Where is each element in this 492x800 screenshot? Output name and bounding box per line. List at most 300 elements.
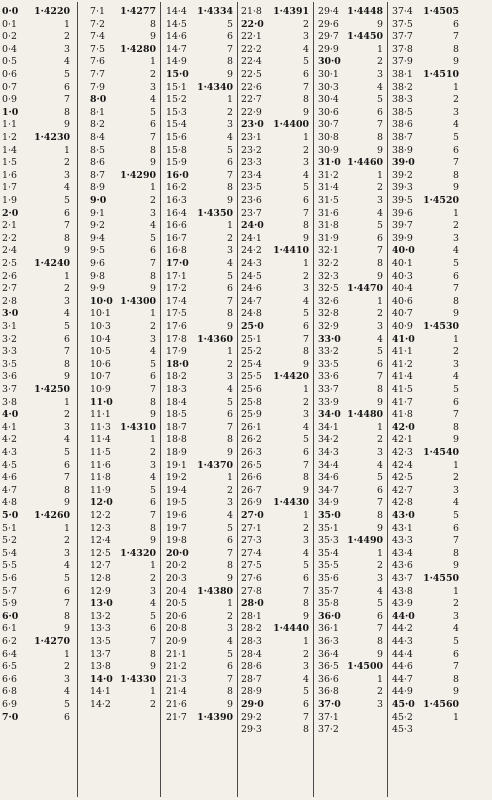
- value-cell: 7: [150, 510, 156, 521]
- value-cell: 6: [453, 18, 459, 30]
- key-cell: 18·7: [166, 421, 187, 433]
- value-cell: 6: [303, 699, 309, 710]
- key-cell: 12·3: [90, 522, 111, 534]
- value-cell: 9: [227, 447, 233, 458]
- value-cell: 1: [453, 333, 459, 345]
- key-cell: 38·1: [392, 69, 413, 80]
- key-cell: 33·0: [318, 333, 341, 345]
- value-cell: 2: [150, 573, 156, 584]
- key-cell: 30·8: [318, 132, 339, 143]
- key-cell: 5·1: [2, 522, 17, 534]
- key-cell: 21·4: [166, 686, 187, 698]
- key-cell: 17·4: [166, 295, 187, 307]
- key-cell: 27·6: [241, 573, 262, 584]
- key-cell: 8·6: [90, 157, 105, 169]
- value-cell: 5: [303, 182, 309, 194]
- value-cell: 3: [377, 573, 383, 584]
- value-cell: 1·4550: [423, 573, 459, 584]
- value-cell: 1: [377, 421, 383, 433]
- value-cell: 6: [303, 195, 309, 206]
- key-cell: 7·0: [2, 711, 19, 723]
- key-cell: 25·9: [241, 409, 262, 421]
- key-cell: 5·9: [2, 598, 17, 610]
- key-cell: 44·2: [392, 623, 413, 635]
- key-cell: 24·5: [241, 270, 262, 282]
- value-cell: 3: [303, 535, 309, 547]
- key-cell: 4·6: [2, 472, 17, 484]
- value-cell: 5: [64, 699, 70, 710]
- value-cell: 4: [453, 497, 459, 509]
- key-cell: 10·7: [90, 371, 111, 383]
- value-cell: 3: [227, 245, 233, 257]
- key-cell: 7·9: [90, 81, 105, 93]
- key-cell: 35·3: [318, 535, 339, 547]
- value-cell: 9: [303, 484, 309, 496]
- key-cell: 14·9: [166, 56, 187, 68]
- value-cell: 9: [150, 31, 156, 43]
- key-cell: 11·9: [90, 484, 111, 496]
- value-cell: 9: [227, 321, 233, 332]
- key-cell: 20·2: [166, 560, 187, 572]
- key-cell: 17·5: [166, 308, 187, 320]
- value-cell: 1·4390: [197, 711, 233, 723]
- key-cell: 2·7: [2, 283, 17, 295]
- value-cell: 4: [64, 308, 70, 320]
- key-cell: 11·5: [90, 447, 111, 458]
- key-cell: 10·3: [90, 321, 111, 332]
- value-cell: 2: [303, 396, 309, 408]
- key-cell: 25·2: [241, 346, 262, 358]
- key-cell: 24·1: [241, 232, 262, 244]
- key-cell: 38·3: [392, 94, 413, 106]
- value-cell: 6: [453, 396, 459, 408]
- key-cell: 19·8: [166, 535, 187, 547]
- key-cell: 22·5: [241, 69, 262, 80]
- key-cell: 44·3: [392, 636, 413, 647]
- value-cell: 6: [64, 711, 70, 723]
- key-cell: 8·1: [90, 106, 105, 118]
- value-cell: 2: [453, 220, 459, 232]
- key-cell: 33·9: [318, 396, 339, 408]
- value-cell: 1: [64, 522, 70, 534]
- value-cell: 9: [303, 232, 309, 244]
- value-cell: 7: [303, 459, 309, 471]
- key-cell: 7·7: [90, 69, 105, 80]
- key-cell: 3·1: [2, 321, 17, 332]
- key-cell: 12·7: [90, 560, 111, 572]
- value-cell: 7: [453, 535, 459, 547]
- value-cell: 1·4510: [423, 69, 459, 80]
- value-cell: 7: [64, 94, 70, 106]
- value-cell: 3: [150, 459, 156, 471]
- value-cell: 8: [227, 308, 233, 320]
- value-cell: 3: [377, 321, 383, 332]
- value-cell: 1: [150, 686, 156, 698]
- value-cell: 1: [303, 636, 309, 647]
- value-cell: 1: [377, 169, 383, 181]
- value-cell: 1·4370: [197, 459, 233, 471]
- key-cell: 38·9: [392, 144, 413, 156]
- key-cell: 36·1: [318, 623, 339, 635]
- value-cell: 1·4500: [347, 661, 383, 673]
- key-cell: 9·4: [90, 232, 105, 244]
- key-cell: 28·0: [241, 598, 264, 610]
- value-cell: 5: [377, 598, 383, 610]
- value-cell: 1: [150, 56, 156, 68]
- key-cell: 29·3: [241, 724, 262, 736]
- key-cell: 3·6: [2, 371, 17, 383]
- key-cell: 14·1: [90, 686, 111, 698]
- key-cell: 15·9: [166, 157, 187, 169]
- value-cell: 1·4330: [120, 673, 156, 685]
- key-cell: 1·1: [2, 119, 17, 131]
- key-cell: 22·9: [241, 106, 262, 118]
- value-cell: 8: [150, 396, 156, 408]
- key-cell: 37·9: [392, 56, 413, 68]
- value-cell: 7: [303, 711, 309, 723]
- value-cell: 6: [377, 610, 383, 622]
- value-cell: 1·4450: [347, 31, 383, 43]
- value-cell: 6: [64, 207, 70, 219]
- value-cell: 3: [64, 673, 70, 685]
- value-cell: 1·4540: [423, 447, 459, 458]
- key-cell: 15·4: [166, 119, 187, 131]
- value-cell: 7: [377, 371, 383, 383]
- key-cell: 19·5: [166, 497, 187, 509]
- key-cell: 17·8: [166, 333, 187, 345]
- key-cell: 32·8: [318, 308, 339, 320]
- key-cell: 41·8: [392, 409, 413, 421]
- key-cell: 30·1: [318, 69, 339, 80]
- value-cell: 4: [150, 598, 156, 610]
- value-cell: 6: [64, 81, 70, 93]
- value-cell: 8: [377, 636, 383, 647]
- key-cell: 11·4: [90, 434, 111, 446]
- value-cell: 2: [377, 560, 383, 572]
- key-cell: 6·1: [2, 623, 17, 635]
- value-cell: 7: [64, 220, 70, 232]
- key-cell: 33·5: [318, 358, 339, 370]
- key-cell: 23·5: [241, 182, 262, 194]
- key-cell: 2·4: [2, 245, 17, 257]
- key-cell: 11·0: [90, 396, 113, 408]
- value-cell: 4: [303, 421, 309, 433]
- column-divider: [237, 2, 238, 797]
- key-cell: 15·0: [166, 69, 189, 80]
- value-cell: 2: [453, 598, 459, 610]
- value-cell: 4: [64, 56, 70, 68]
- key-cell: 15·2: [166, 94, 187, 106]
- value-cell: 3: [64, 421, 70, 433]
- value-cell: 1·4360: [197, 333, 233, 345]
- key-cell: 40·7: [392, 308, 413, 320]
- value-cell: 3: [377, 447, 383, 458]
- value-cell: 2: [453, 346, 459, 358]
- key-cell: 18·0: [166, 358, 189, 370]
- key-cell: 11·3: [90, 421, 111, 433]
- key-cell: 15·3: [166, 106, 187, 118]
- value-cell: 4: [377, 81, 383, 93]
- key-cell: 30·3: [318, 81, 339, 93]
- key-cell: 31·9: [318, 232, 339, 244]
- value-cell: 4: [150, 472, 156, 484]
- value-cell: 8: [227, 686, 233, 698]
- value-cell: 8: [64, 610, 70, 622]
- value-cell: 7: [377, 623, 383, 635]
- value-cell: 5: [150, 232, 156, 244]
- value-cell: 6: [227, 535, 233, 547]
- value-cell: 6: [150, 623, 156, 635]
- key-cell: 21·3: [166, 673, 187, 685]
- value-cell: 1·4530: [423, 321, 459, 332]
- key-cell: 3·7: [2, 384, 17, 395]
- value-cell: 6: [227, 409, 233, 421]
- value-cell: 2: [150, 195, 156, 206]
- key-cell: 1·7: [2, 182, 17, 194]
- value-cell: 4: [227, 258, 233, 269]
- key-cell: 13·3: [90, 623, 111, 635]
- key-cell: 2·1: [2, 220, 17, 232]
- value-cell: 8: [64, 358, 70, 370]
- key-cell: 22·7: [241, 94, 262, 106]
- value-cell: 8: [453, 673, 459, 685]
- value-cell: 1·4280: [120, 43, 156, 55]
- key-cell: 37·0: [318, 699, 341, 710]
- value-cell: 2: [64, 157, 70, 169]
- key-cell: 14·5: [166, 18, 187, 30]
- key-cell: 20·9: [166, 636, 187, 647]
- key-cell: 36·6: [318, 673, 339, 685]
- key-cell: 31·4: [318, 182, 339, 194]
- value-cell: 5: [64, 573, 70, 584]
- key-cell: 1·5: [2, 157, 17, 169]
- key-cell: 4·1: [2, 421, 17, 433]
- key-cell: 8·4: [90, 132, 105, 143]
- value-cell: 5: [150, 484, 156, 496]
- key-cell: 28·1: [241, 610, 262, 622]
- key-cell: 30·9: [318, 144, 339, 156]
- value-cell: 8: [64, 106, 70, 118]
- key-cell: 4·3: [2, 447, 17, 458]
- key-cell: 22·2: [241, 43, 262, 55]
- value-cell: 2: [150, 69, 156, 80]
- value-cell: 4: [64, 434, 70, 446]
- value-cell: 8: [150, 648, 156, 660]
- value-cell: 8: [64, 484, 70, 496]
- value-cell: 5: [227, 18, 233, 30]
- key-cell: 43·7: [392, 573, 413, 584]
- key-cell: 39·0: [392, 157, 415, 169]
- key-cell: 28·7: [241, 673, 262, 685]
- key-cell: 37·8: [392, 43, 413, 55]
- key-cell: 1·6: [2, 169, 17, 181]
- value-cell: 3: [150, 333, 156, 345]
- value-cell: 7: [227, 169, 233, 181]
- value-cell: 1: [453, 459, 459, 471]
- value-cell: 1·4410: [273, 245, 309, 257]
- key-cell: 23·6: [241, 195, 262, 206]
- value-cell: 5: [150, 358, 156, 370]
- key-cell: 20·0: [166, 547, 189, 559]
- value-cell: 2: [303, 522, 309, 534]
- key-cell: 16·2: [166, 182, 187, 194]
- key-cell: 10·4: [90, 333, 111, 345]
- value-cell: 6: [377, 484, 383, 496]
- value-cell: 9: [64, 245, 70, 257]
- key-cell: 1·4: [2, 144, 17, 156]
- value-cell: 1: [227, 598, 233, 610]
- value-cell: 4: [453, 623, 459, 635]
- key-cell: 42·5: [392, 472, 413, 484]
- key-cell: 27·5: [241, 560, 262, 572]
- key-cell: 42·3: [392, 447, 413, 458]
- value-cell: 1·4480: [347, 409, 383, 421]
- key-cell: 11·8: [90, 472, 111, 484]
- key-cell: 9·5: [90, 245, 105, 257]
- key-cell: 23·4: [241, 169, 262, 181]
- value-cell: 5: [303, 308, 309, 320]
- key-cell: 11·6: [90, 459, 111, 471]
- value-cell: 1·4240: [34, 258, 70, 269]
- value-cell: 6: [303, 447, 309, 458]
- value-cell: 7: [227, 547, 233, 559]
- value-cell: 7: [227, 673, 233, 685]
- value-cell: 9: [453, 434, 459, 446]
- key-cell: 33·6: [318, 371, 339, 383]
- value-cell: 2: [227, 610, 233, 622]
- key-cell: 12·8: [90, 573, 111, 584]
- value-cell: 9: [377, 522, 383, 534]
- key-cell: 9·2: [90, 220, 105, 232]
- value-cell: 4: [64, 182, 70, 194]
- key-cell: 32·2: [318, 258, 339, 269]
- value-cell: 7: [227, 43, 233, 55]
- value-cell: 4: [227, 132, 233, 143]
- value-cell: 2: [453, 94, 459, 106]
- key-cell: 10·9: [90, 384, 111, 395]
- key-cell: 17·6: [166, 321, 187, 332]
- key-cell: 27·8: [241, 585, 262, 597]
- value-cell: 9: [377, 396, 383, 408]
- key-cell: 43·6: [392, 560, 413, 572]
- key-cell: 4·8: [2, 497, 17, 509]
- value-cell: 8: [303, 598, 309, 610]
- key-cell: 13·7: [90, 648, 111, 660]
- value-cell: 2: [227, 484, 233, 496]
- value-cell: 5: [227, 144, 233, 156]
- value-cell: 1: [150, 308, 156, 320]
- value-cell: 9: [303, 358, 309, 370]
- value-cell: 6: [227, 157, 233, 169]
- key-cell: 24·8: [241, 308, 262, 320]
- key-cell: 3·0: [2, 308, 19, 320]
- value-cell: 6: [377, 358, 383, 370]
- value-cell: 5: [377, 220, 383, 232]
- value-cell: 3: [64, 43, 70, 55]
- value-cell: 4: [377, 585, 383, 597]
- key-cell: 8·2: [90, 119, 105, 131]
- value-cell: 1·4440: [273, 623, 309, 635]
- value-cell: 5: [64, 321, 70, 332]
- value-cell: 4: [227, 636, 233, 647]
- key-cell: 13·0: [90, 598, 113, 610]
- key-cell: 44·6: [392, 661, 413, 673]
- key-cell: 39·9: [392, 232, 413, 244]
- value-cell: 1: [377, 673, 383, 685]
- value-cell: 1·4300: [120, 295, 156, 307]
- value-cell: 1·4448: [347, 6, 383, 17]
- value-cell: 8: [303, 472, 309, 484]
- value-cell: 7: [227, 295, 233, 307]
- value-cell: 5: [227, 270, 233, 282]
- value-cell: 6: [453, 522, 459, 534]
- value-cell: 1: [227, 220, 233, 232]
- value-cell: 9: [453, 56, 459, 68]
- key-cell: 35·6: [318, 573, 339, 584]
- value-cell: 5: [453, 258, 459, 269]
- value-cell: 8: [453, 295, 459, 307]
- value-cell: 2: [150, 447, 156, 458]
- value-cell: 2: [64, 283, 70, 295]
- value-cell: 2: [303, 18, 309, 30]
- value-cell: 6: [64, 333, 70, 345]
- key-cell: 31·8: [318, 220, 339, 232]
- key-cell: 5·2: [2, 535, 17, 547]
- key-cell: 2·6: [2, 270, 17, 282]
- value-cell: 9: [150, 157, 156, 169]
- key-cell: 22·4: [241, 56, 262, 68]
- key-cell: 6·0: [2, 610, 19, 622]
- value-cell: 1·4310: [120, 421, 156, 433]
- value-cell: 9: [377, 270, 383, 282]
- key-cell: 39·6: [392, 207, 413, 219]
- key-cell: 25·0: [241, 321, 264, 332]
- key-cell: 6·4: [2, 648, 17, 660]
- value-cell: 7: [64, 346, 70, 358]
- key-cell: 44·4: [392, 648, 413, 660]
- value-cell: 3: [377, 195, 383, 206]
- key-cell: 35·0: [318, 510, 341, 521]
- key-cell: 13·2: [90, 610, 111, 622]
- value-cell: 1: [453, 81, 459, 93]
- key-cell: 41·7: [392, 396, 413, 408]
- key-cell: 30·4: [318, 94, 339, 106]
- key-cell: 17·1: [166, 270, 187, 282]
- key-cell: 2·2: [2, 232, 17, 244]
- key-cell: 29·9: [318, 43, 339, 55]
- key-cell: 29·0: [241, 699, 264, 710]
- key-cell: 12·4: [90, 535, 111, 547]
- value-cell: 2: [64, 535, 70, 547]
- value-cell: 7: [453, 409, 459, 421]
- value-cell: 1: [150, 560, 156, 572]
- value-cell: 1: [303, 384, 309, 395]
- key-cell: 36·4: [318, 648, 339, 660]
- key-cell: 10·1: [90, 308, 111, 320]
- value-cell: 6: [150, 119, 156, 131]
- value-cell: 6: [64, 585, 70, 597]
- key-cell: 15·8: [166, 144, 187, 156]
- key-cell: 36·8: [318, 686, 339, 698]
- key-cell: 36·3: [318, 636, 339, 647]
- key-cell: 4·2: [2, 434, 17, 446]
- key-cell: 14·0: [90, 673, 113, 685]
- value-cell: 1: [150, 182, 156, 194]
- key-cell: 29·6: [318, 18, 339, 30]
- key-cell: 30·7: [318, 119, 339, 131]
- value-cell: 1: [64, 396, 70, 408]
- value-cell: 3: [453, 232, 459, 244]
